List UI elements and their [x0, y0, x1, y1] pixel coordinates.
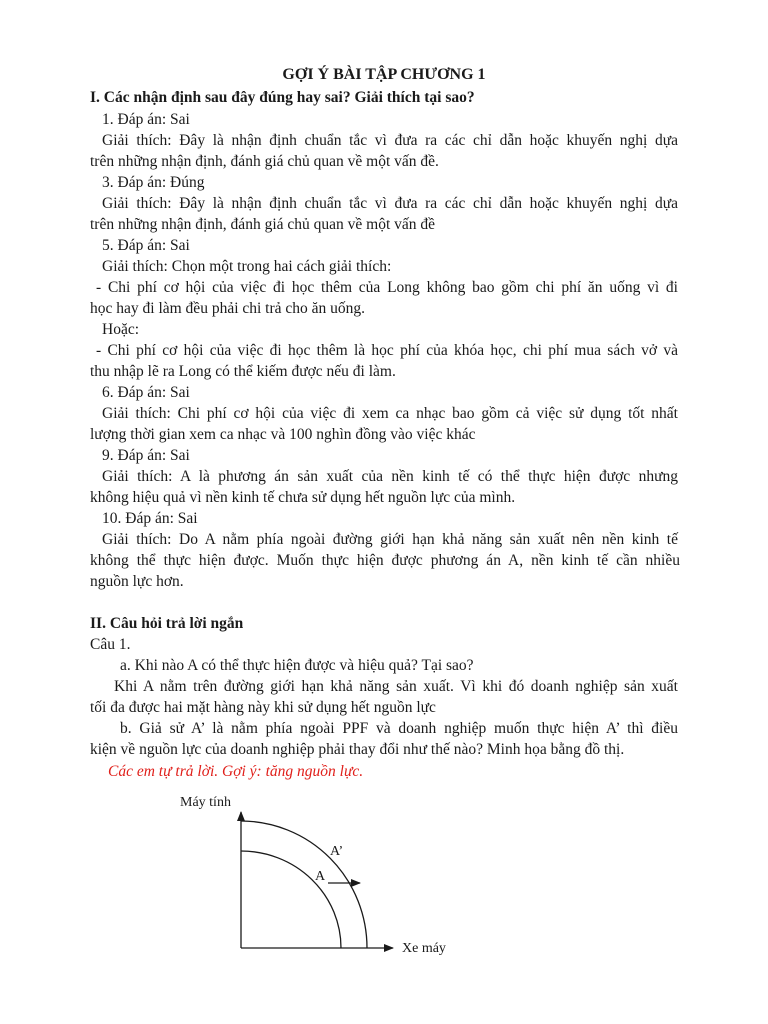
answer-line: 5. Đáp án: Sai [102, 237, 190, 254]
explanation-line: nguồn lực hơn. [90, 573, 184, 590]
explanation-line: Giải thích: Đây là nhận định chuẩn tắc vì đưa ra các chỉ dẫn hoặc khuyến nghị dựa [102, 132, 678, 149]
x-axis-label: Xe máy [402, 941, 446, 956]
answer-line: 3. Đáp án: Đúng [102, 174, 205, 191]
point-a-prime-label: A’ [330, 844, 344, 859]
question-line: kiện về nguồn lực của doanh nghiệp phải thay đổi như thế nào? Minh họa bằng đồ thị. [90, 741, 625, 758]
section-2-heading: II. Câu hỏi trả lời ngắn [90, 615, 244, 632]
ppf-curve-inner [241, 851, 341, 948]
explanation-line: - Chi phí cơ hội của việc đi học thêm là học phí của khóa học, chi phí mua sách vở và [96, 342, 678, 359]
explanation-line: Giải thích: Do A nằm phía ngoài đường giới hạn khả năng sản xuất nên nền kinh tế [102, 531, 678, 548]
y-axis-label: Máy tính [180, 795, 231, 810]
explanation-line: thu nhập lẽ ra Long có thể kiếm được nếu đi làm. [90, 363, 396, 380]
point-a-label: A [315, 869, 326, 884]
explanation-line: trên những nhận định, đánh giá chủ quan về một vấn đề [90, 216, 436, 233]
question-line: a. Khi nào A có thể thực hiện được và hiệu quả? Tại sao? [120, 657, 474, 674]
explanation-line: Hoặc: [102, 321, 140, 338]
answer-line: tối đa được hai mặt hàng này khi sử dụng hết nguồn lực [90, 699, 436, 716]
answer-line: 10. Đáp án: Sai [102, 510, 198, 527]
explanation-line: học hay đi làm đều phải chi trả cho ăn uống. [90, 300, 366, 317]
explanation-line: lượng thời gian xem ca nhạc và 100 nghìn đồng vào việc khác [90, 426, 476, 443]
section-1-heading: I. Các nhận định sau đây đúng hay sai? Giải thích tại sao? [90, 89, 475, 106]
answer-line: 6. Đáp án: Sai [102, 384, 190, 401]
answer-line: Khi A nằm trên đường giới hạn khả năng sản xuất. Vì khi đó doanh nghiệp sản xuất [114, 678, 678, 695]
explanation-line: không thể thực hiện được. Muốn thực hiện được phương án A, nền kinh tế cần nhiều [90, 552, 680, 569]
answer-line: 1. Đáp án: Sai [102, 111, 190, 128]
explanation-line: không hiệu quả vì nền kinh tế chưa sử dụng hết nguồn lực của mình. [90, 489, 516, 506]
answer-line: 9. Đáp án: Sai [102, 447, 190, 464]
explanation-line: Giải thích: Đây là nhận định chuẩn tắc vì đưa ra các chỉ dẫn hoặc khuyến nghị dựa [102, 195, 678, 212]
explanation-line: Giải thích: A là phương án sản xuất của nền kinh tế có thể thực hiện được nhưng [102, 468, 678, 485]
explanation-line: Giải thích: Chọn một trong hai cách giải thích: [102, 258, 392, 275]
page-title: GỢI Ý BÀI TẬP CHƯƠNG 1 [282, 66, 486, 83]
hint-text: Các em tự trả lời. Gợi ý: tăng nguồn lực. [108, 763, 364, 780]
ppf-curve-outer [241, 821, 367, 948]
explanation-line: trên những nhận định, đánh giá chủ quan về một vấn đề. [90, 153, 439, 170]
question-label: Câu 1. [90, 636, 131, 653]
explanation-line: Giải thích: Chi phí cơ hội của việc đi xem ca nhạc bao gồm cả việc sử dụng tốt nhất [102, 405, 678, 422]
question-line: b. Giả sử A’ là nằm phía ngoài PPF và doanh nghiệp muốn thực hiện A’ thì điều [120, 720, 678, 737]
explanation-line: - Chi phí cơ hội của việc đi học thêm của Long không bao gồm chi phí ăn uống vì đi [96, 279, 678, 296]
